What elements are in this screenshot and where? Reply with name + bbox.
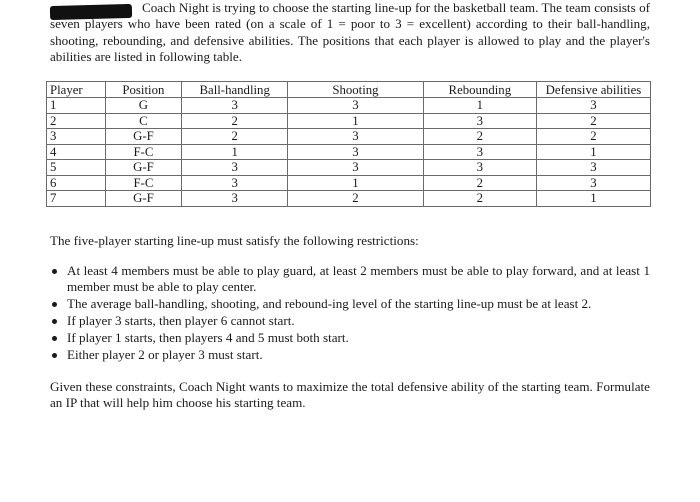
bullet-icon <box>52 353 57 358</box>
cell-shooting: 2 <box>288 191 424 207</box>
list-item <box>50 347 650 363</box>
cell-shooting: 1 <box>288 175 424 191</box>
cell-defensive: 3 <box>536 175 650 191</box>
cell-ball-handling: 3 <box>182 175 288 191</box>
cell-rebounding: 3 <box>423 113 536 129</box>
closing-paragraph: Given these constraints, Coach Night wants to maximize the total defensive ability of the starting team. Formulate an IP that will help him choose his starting team. <box>50 379 650 410</box>
table-header-row <box>47 82 651 98</box>
cell-player: 2 <box>47 113 106 129</box>
table-row <box>47 129 651 145</box>
cell-rebounding: 3 <box>423 144 536 160</box>
cell-player: 5 <box>47 160 106 176</box>
header-defensive-abilities: Defensive abilities <box>536 82 650 98</box>
restrictions-intro: The five-player starting line-up must satisfy the following restrictions: <box>50 233 419 248</box>
cell-position: G-F <box>105 191 182 207</box>
header-position: Position <box>105 82 182 98</box>
list-item-text: Either player 2 or player 3 must start. <box>67 347 263 363</box>
header-ball-handling: Ball-handling <box>182 82 288 98</box>
cell-rebounding: 3 <box>423 160 536 176</box>
player-abilities-table <box>46 81 651 207</box>
cell-defensive: 3 <box>536 160 650 176</box>
cell-position: G <box>105 98 182 114</box>
bullet-icon <box>52 302 57 307</box>
cell-shooting: 3 <box>288 98 424 114</box>
bullet-icon <box>52 336 57 341</box>
cell-ball-handling: 3 <box>182 98 288 114</box>
intro-paragraph <box>50 0 650 66</box>
cell-shooting: 1 <box>288 113 424 129</box>
cell-shooting: 3 <box>288 144 424 160</box>
cell-shooting: 3 <box>288 129 424 145</box>
table-row <box>47 144 651 160</box>
cell-position: C <box>105 113 182 129</box>
cell-player: 4 <box>47 144 106 160</box>
cell-player: 6 <box>47 175 106 191</box>
cell-position: F-C <box>105 144 182 160</box>
cell-defensive: 2 <box>536 113 650 129</box>
list-item-text: If player 3 starts, then player 6 cannot start. <box>67 312 295 328</box>
list-item <box>50 330 650 346</box>
cell-position: G-F <box>105 129 182 145</box>
restrictions-list <box>50 263 650 365</box>
cell-rebounding: 1 <box>423 98 536 114</box>
table-row <box>47 191 651 207</box>
intro-text: Coach Night is trying to choose the starting line-up for the basketball team. The team consists of seven players who have been rated (on a scale of 1 = poor to 3 = excellent) according to their ball-handling, shooting, rebounding, and defensive abilities. The positions that each player is allowed to play and the player's abilities are listed in following table. <box>50 0 650 65</box>
cell-defensive: 2 <box>536 129 650 145</box>
cell-player: 3 <box>47 129 106 145</box>
cell-player: 7 <box>47 191 106 207</box>
cell-ball-handling: 2 <box>182 113 288 129</box>
table-row <box>47 98 651 114</box>
header-player: Player <box>47 82 106 98</box>
cell-player: 1 <box>47 98 106 114</box>
cell-defensive: 1 <box>536 144 650 160</box>
cell-ball-handling: 1 <box>182 144 288 160</box>
cell-rebounding: 2 <box>423 129 536 145</box>
table-row <box>47 175 651 191</box>
list-item <box>50 296 650 312</box>
cell-defensive: 3 <box>536 98 650 114</box>
table-row <box>47 113 651 129</box>
cell-rebounding: 2 <box>423 175 536 191</box>
header-shooting: Shooting <box>288 82 424 98</box>
cell-position: F-C <box>105 175 182 191</box>
cell-rebounding: 2 <box>423 191 536 207</box>
table-row <box>47 160 651 176</box>
cell-position: G-F <box>105 160 182 176</box>
cell-ball-handling: 2 <box>182 129 288 145</box>
cell-ball-handling: 3 <box>182 191 288 207</box>
cell-defensive: 1 <box>536 191 650 207</box>
cell-shooting: 3 <box>288 160 424 176</box>
bullet-icon <box>52 319 57 324</box>
list-item-text: If player 1 starts, then players 4 and 5 must both start. <box>67 330 349 346</box>
list-item-text: At least 4 members must be able to play guard, at least 2 members must be able to play forward, and at least 1 member must be able to play center. <box>67 263 650 294</box>
bullet-icon <box>52 269 57 274</box>
list-item <box>50 263 650 294</box>
list-item-text: The average ball-handling, shooting, and rebound-ing level of the starting line-up must be at least 2. <box>67 295 592 311</box>
header-rebounding: Rebounding <box>423 82 536 98</box>
cell-ball-handling: 3 <box>182 160 288 176</box>
list-item <box>50 313 650 329</box>
